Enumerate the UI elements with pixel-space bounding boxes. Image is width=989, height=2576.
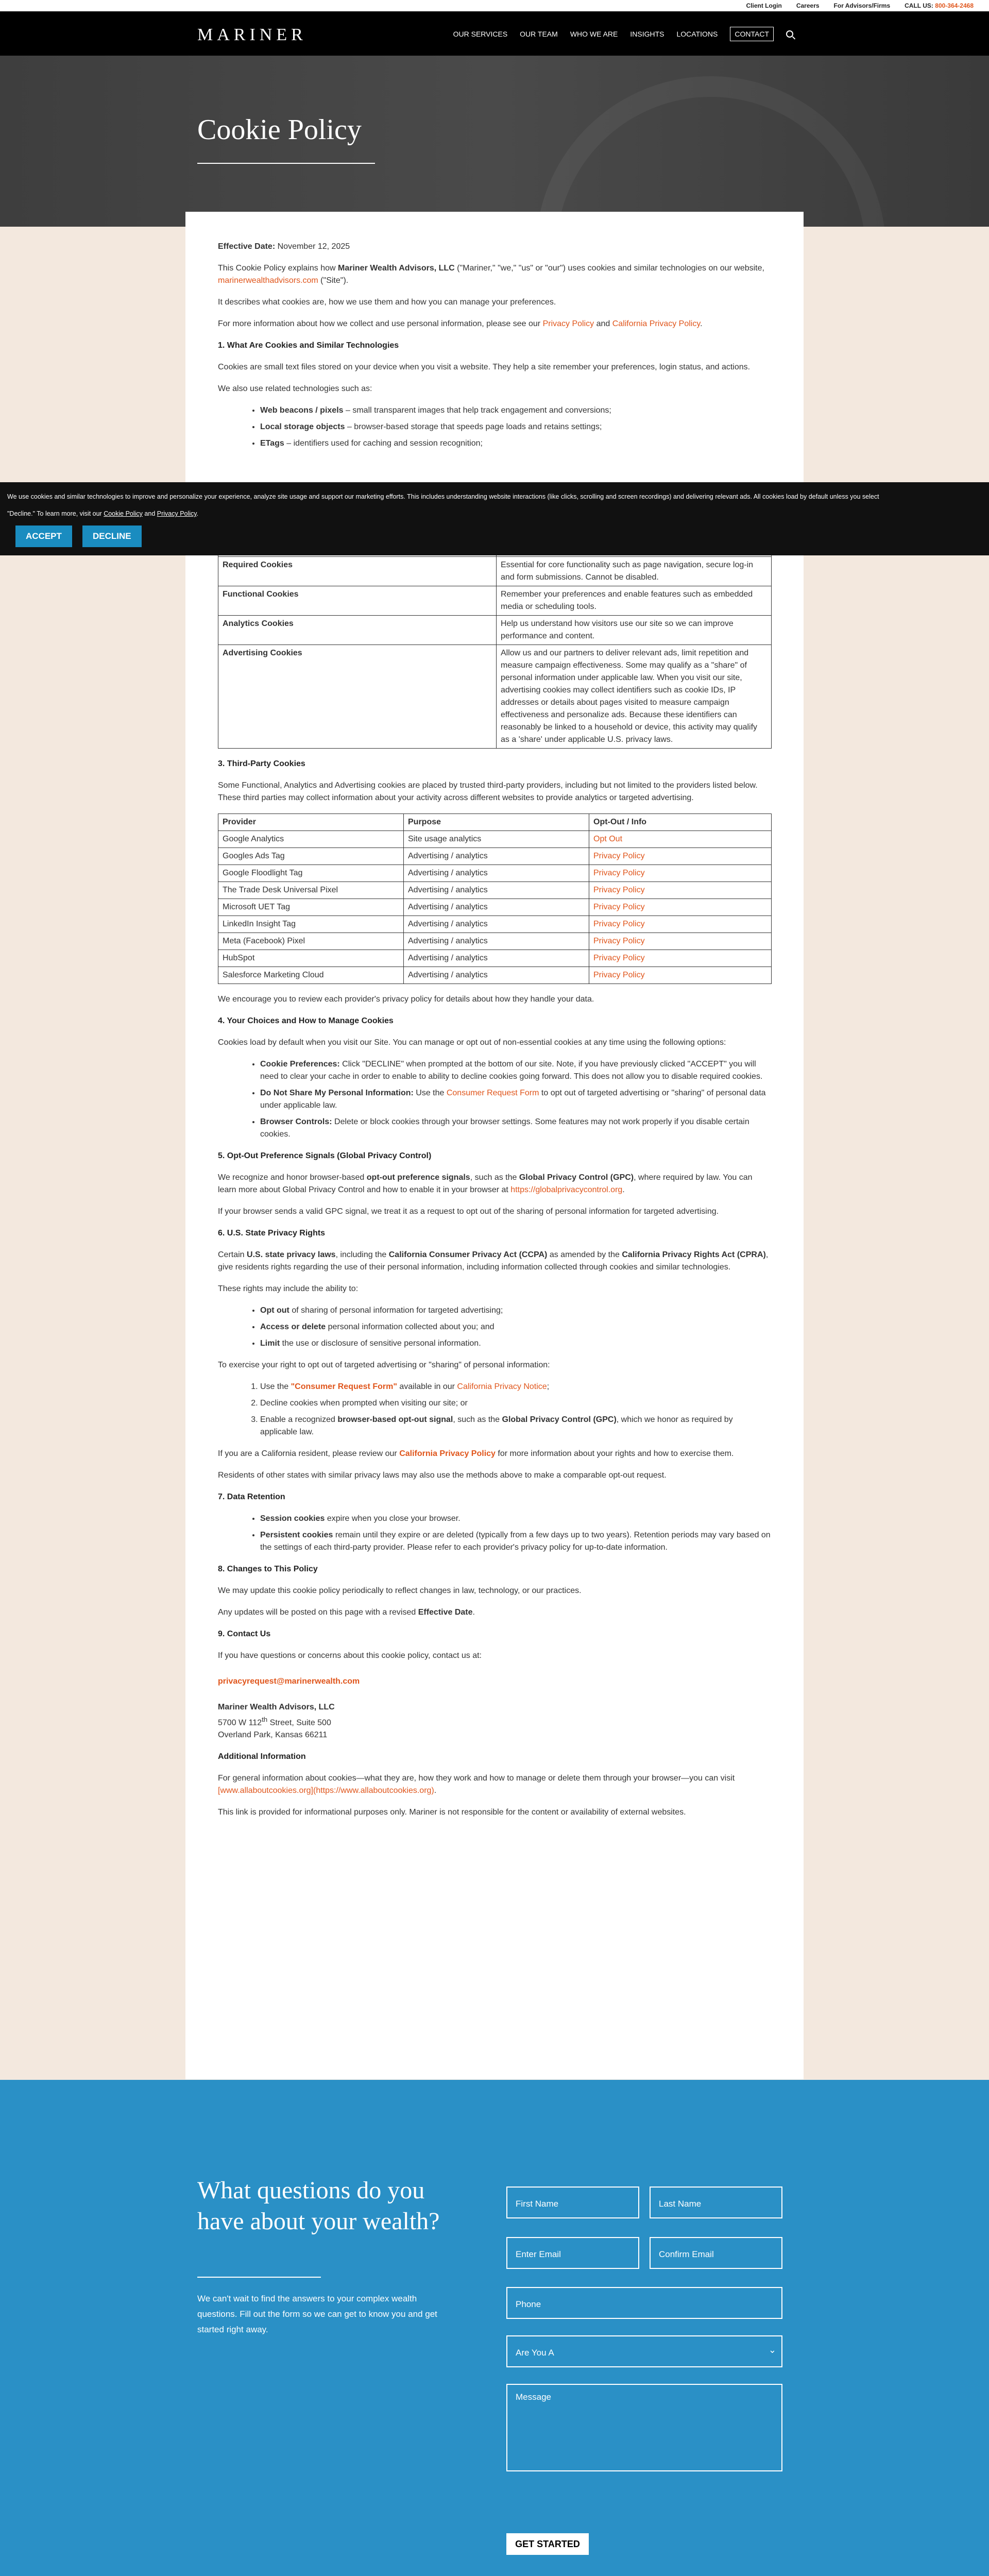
section-paragraph: We recognize and honor browser-based opt-out preference signals, such as the Global Privacy Control (GPC), where required by law. You can learn more about Global Privacy Control and how to enable it in your browser at https://globalprivacycontrol.org. xyxy=(218,1173,753,1194)
section-paragraph: Any updates will be posted on this page with a revised Effective Date. xyxy=(218,1608,475,1617)
table-row: HubSpot Advertising / analytics Privacy Policy xyxy=(218,950,772,967)
provider-privacy-link[interactable]: Privacy Policy xyxy=(593,869,645,877)
section-paragraph: We encourage you to review each provider's privacy policy for details about how they handle your data. xyxy=(218,995,594,1004)
consumer-request-link[interactable]: Consumer Request Form xyxy=(446,1089,539,1097)
retention-list xyxy=(260,1513,772,1554)
section-paragraph: This link is provided for informational purposes only. Mariner is not responsible for the content or availability of external websites. xyxy=(218,1808,686,1817)
list-item: • Access or delete personal information collected about you; and xyxy=(260,1321,772,1333)
privacy-email-link[interactable]: privacyrequest@marinerwealth.com xyxy=(218,1677,360,1686)
section-paragraph: If you are a California resident, please review our California Privacy Policy for more information about your rights and how to exercise them. xyxy=(218,1449,734,1458)
california-notice-link[interactable]: California Privacy Notice xyxy=(457,1382,547,1391)
section-paragraph: For general information about cookies—what they are, how they work and how to manage or delete them through your browser—you can visit [www.allaboutcookies.org](https://www.allaboutcookies.org). xyxy=(218,1774,735,1795)
table-row: The Trade Desk Universal Pixel Advertising / analytics Privacy Policy xyxy=(218,882,772,899)
table-header: Purpose xyxy=(404,814,589,831)
opt-out-link[interactable]: Opt Out xyxy=(593,835,623,843)
section-heading: 8. Changes to This Policy xyxy=(218,1565,318,1573)
nav-insights[interactable]: INSIGHTS xyxy=(630,30,664,38)
provider-privacy-link[interactable]: Privacy Policy xyxy=(593,937,645,945)
provider-privacy-link[interactable]: Privacy Policy xyxy=(593,852,645,860)
table-row: Google Analytics Site usage analytics Opt Out xyxy=(218,831,772,848)
utility-bar xyxy=(0,0,989,11)
intro-paragraph: This Cookie Policy explains how Mariner Wealth Advisors, LLC ("Mariner," "we," "us" or "our") uses cookies and similar technologies on our website, marinerwealthadvisors.com ("Site"). xyxy=(218,264,764,285)
section-heading: Additional Information xyxy=(218,1752,306,1761)
contact-section xyxy=(0,2080,989,2576)
provider-privacy-link[interactable]: Privacy Policy xyxy=(593,971,645,979)
rights-list xyxy=(260,1304,772,1350)
nav-our-team[interactable]: OUR TEAM xyxy=(520,30,558,38)
provider-privacy-link[interactable]: Privacy Policy xyxy=(593,886,645,894)
table-row: Functional Cookies Remember your preferences and enable features such as embedded media or scheduling tools. xyxy=(218,586,772,616)
provider-privacy-link[interactable]: Privacy Policy xyxy=(593,920,645,928)
list-item: • Web beacons / pixels – small transparent images that help track engagement and conversions; xyxy=(260,404,772,417)
section-paragraph: Certain U.S. state privacy laws, including the California Consumer Privacy Act (CCPA) as amended by the California Privacy Rights Act (CPRA), give residents rights regarding the use of their personal information, including information collected through cookies and similar technologies. xyxy=(218,1250,769,1272)
cta-underline xyxy=(197,2277,321,2278)
consumer-request-link[interactable]: "Consumer Request Form" xyxy=(291,1382,397,1391)
decline-button[interactable]: DECLINE xyxy=(82,526,142,547)
banner-text: We use cookies and similar technologies to improve and personalize your experience, analyze site usage and support our marketing efforts. This includes understanding website interactions (like clicks, scrolling and screen recordings) and delivering relevant ads. All cookies load by default unless you select xyxy=(7,493,879,500)
section-heading: 4. Your Choices and How to Manage Cookies xyxy=(218,1016,394,1025)
cta-heading: What questions do you have about your wealth? xyxy=(197,2177,440,2235)
cookie-policy-link[interactable]: Cookie Policy xyxy=(104,510,143,517)
table-row: Googles Ads Tag Advertising / analytics Privacy Policy xyxy=(218,848,772,865)
provider-privacy-link[interactable]: Privacy Policy xyxy=(593,903,645,911)
cookie-category-table xyxy=(218,539,772,749)
table-row: Meta (Facebook) Pixel Advertising / analytics Privacy Policy xyxy=(218,933,772,950)
are-you-select[interactable]: Are You A ⌄ xyxy=(506,2335,782,2367)
section-heading: 6. U.S. State Privacy Rights xyxy=(218,1229,326,1238)
effective-date: Effective Date: November 12, 2025 xyxy=(218,242,350,251)
list-item: • Do Not Share My Personal Information: Use the Consumer Request Form to opt out of targeted advertising or "sharing" of personal data under applicable law. xyxy=(260,1087,772,1112)
section-paragraph: Cookies load by default when you visit our Site. You can manage or opt out of non-essential cookies at any time using the following options: xyxy=(218,1038,726,1047)
california-privacy-link[interactable]: California Privacy Policy xyxy=(399,1449,496,1458)
table-header: Provider xyxy=(218,814,404,831)
last-name-input[interactable]: Last Name xyxy=(650,2187,782,2218)
list-item: • Local storage objects – browser-based storage that speeds page loads and retains settings; xyxy=(260,421,772,433)
table-row: Google Floodlight Tag Advertising / analytics Privacy Policy xyxy=(218,865,772,882)
title-underline xyxy=(197,163,375,164)
phone-number[interactable]: CALL US: 800-364-2468 xyxy=(905,2,974,9)
table-row: Microsoft UET Tag Advertising / analytics Privacy Policy xyxy=(218,899,772,916)
email-input[interactable]: Enter Email xyxy=(506,2237,639,2269)
section-heading: 5. Opt-Out Preference Signals (Global Privacy Control) xyxy=(218,1151,432,1160)
section-paragraph: Some Functional, Analytics and Advertising cookies are placed by trusted third-party providers, including but not limited to the providers listed below. These third parties may collect information about your activity across different websites to provide analytics or targeted advertising. xyxy=(218,781,758,802)
list-item: • Limit the use or disclosure of sensitive personal information. xyxy=(260,1337,772,1350)
mailing-address: Mariner Wealth Advisors, LLC 5700 W 112th Street, Suite 500 Overland Park, Kansas 66211 xyxy=(218,1703,335,1740)
privacy-policy-link[interactable]: Privacy Policy xyxy=(542,319,594,328)
list-item: • Session cookies expire when you close your browser. xyxy=(260,1513,772,1525)
table-row: LinkedIn Insight Tag Advertising / analytics Privacy Policy xyxy=(218,916,772,933)
first-name-input[interactable]: First Name xyxy=(506,2187,639,2218)
gpc-link[interactable]: https://globalprivacycontrol.org xyxy=(510,1185,623,1194)
site-link[interactable]: marinerwealthadvisors.com xyxy=(218,276,318,285)
table-row: Required Cookies Essential for core functionality such as page navigation, secure log-in and form submissions. Cannot be disabled. xyxy=(218,557,772,586)
mariner-logo[interactable]: MARINER xyxy=(197,25,307,44)
cta-description: We can't wait to find the answers to your complex wealth questions. Fill out the form so we can get to know you and get started right away. xyxy=(197,2294,437,2334)
list-item: • Browser Controls: Delete or block cookies through your browser settings. Some features may not work properly if you disable certain cookies. xyxy=(260,1116,772,1141)
section-paragraph: If you have questions or concerns about this cookie policy, contact us at: xyxy=(218,1651,482,1660)
list-item: • ETags – identifiers used for caching and session recognition; xyxy=(260,437,772,450)
intro-paragraph-2: It describes what cookies are, how we use them and how you can manage your preferences. xyxy=(218,298,556,307)
section-paragraph: These rights may include the ability to: xyxy=(218,1284,359,1293)
confirm-email-input[interactable]: Confirm Email xyxy=(650,2237,782,2269)
table-header: Opt-Out / Info xyxy=(589,814,772,831)
section-heading: 1. What Are Cookies and Similar Technologies xyxy=(218,341,399,350)
section-heading: 7. Data Retention xyxy=(218,1493,285,1501)
list-item: • Cookie Preferences: Click "DECLINE" when prompted at the bottom of our site. Note, if you have previously clicked "ACCEPT" you will need to clear your cache in order to enable to ability to decline cookies going forward. This does not allow you to disable required cookies. xyxy=(260,1058,772,1083)
careers-link[interactable]: Careers xyxy=(796,2,820,9)
list-item: • Opt out of sharing of personal information for targeted advertising; xyxy=(260,1304,772,1317)
nav-who-we-are[interactable]: WHO WE ARE xyxy=(570,30,618,38)
table-row: Analytics Cookies Help us understand how visitors use our site so we can improve performance and content. xyxy=(218,616,772,645)
search-icon[interactable] xyxy=(786,30,793,38)
client-login-link[interactable]: Client Login xyxy=(746,2,782,9)
contact-email xyxy=(218,1675,772,1688)
advisors-link[interactable]: For Advisors/Firms xyxy=(833,2,891,9)
section-heading: 9. Contact Us xyxy=(218,1630,271,1638)
section-paragraph: If your browser sends a valid GPC signal, we treat it as a request to opt out of the sharing of personal information for targeted advertising. xyxy=(218,1207,719,1216)
section-heading: 3. Third-Party Cookies xyxy=(218,759,305,768)
nav-locations[interactable]: LOCATIONS xyxy=(676,30,718,38)
provider-privacy-link[interactable]: Privacy Policy xyxy=(593,954,645,962)
section-paragraph: To exercise your right to opt out of targeted advertising or "sharing" of personal information: xyxy=(218,1361,550,1369)
privacy-policy-link[interactable]: Privacy Policy xyxy=(157,510,197,517)
cookie-consent-banner xyxy=(0,482,989,555)
hero-banner xyxy=(0,56,989,227)
phone-input[interactable]: Phone xyxy=(506,2287,782,2319)
california-privacy-link[interactable]: California Privacy Policy xyxy=(612,319,701,328)
technologies-list xyxy=(260,404,772,450)
page-title: Cookie Policy xyxy=(197,114,362,146)
table-row: Advertising Cookies Allow us and our partners to deliver relevant ads, limit repetition and measure campaign effectiveness. Some may qualify as a "share" of personal information under applicable law. When you visit our site, advertising cookies may collect identifiers such as cookie IDs, IP addresses or details about pages visited to measure campaign effectiveness and personalize ads. Because these identifiers can reasonably be linked to a household or device, this activity may qualify as a 'share' under applicable U.S. privacy laws. xyxy=(218,645,772,749)
section-paragraph: We may update this cookie policy periodically to reflect changes in law, technology, or our practices. xyxy=(218,1586,582,1595)
list-item: 2. Decline cookies when prompted when visiting our site; or xyxy=(260,1397,772,1410)
table-row: Salesforce Marketing Cloud Advertising / analytics Privacy Policy xyxy=(218,967,772,984)
list-item: 3. Enable a recognized browser-based opt-out signal, such as the Global Privacy Control (GPC), which we honor as required by applicable law. xyxy=(260,1414,772,1438)
list-item: • Persistent cookies remain until they expire or are deleted (typically from a few days up to two years). Retention periods may vary based on the settings of each third-party provider. Please refer to each provider's privacy policy for up-to-date information. xyxy=(260,1529,772,1554)
allaboutcookies-link[interactable]: [www.allaboutcookies.org](https://www.allaboutcookies.org) xyxy=(218,1786,434,1795)
nav-our-services[interactable]: OUR SERVICES xyxy=(453,30,508,38)
third-party-table xyxy=(218,814,772,984)
list-item: 1. Use the "Consumer Request Form" available in our California Privacy Notice; xyxy=(260,1381,772,1393)
policy-content xyxy=(218,241,772,1828)
banner-text-2: "Decline." To learn more, visit our Cookie Policy and Privacy Policy. xyxy=(7,510,199,517)
intro-paragraph-3: For more information about how we collect and use personal information, please see our Privacy Policy and California Privacy Policy. xyxy=(218,319,703,328)
accept-button[interactable]: ACCEPT xyxy=(15,526,72,547)
choices-list xyxy=(260,1058,772,1141)
get-started-button[interactable]: GET STARTED xyxy=(506,2533,589,2555)
section-paragraph: We also use related technologies such as: xyxy=(218,384,372,393)
section-paragraph: Cookies are small text files stored on your device when you visit a website. They help a site remember your preferences, login status, and actions. xyxy=(218,363,751,371)
main-navigation xyxy=(0,11,989,56)
section-paragraph: Residents of other states with similar privacy laws may also use the methods above to make a comparable opt-out request. xyxy=(218,1471,667,1480)
message-textarea[interactable]: Message xyxy=(506,2384,782,2471)
opt-out-steps xyxy=(260,1381,772,1438)
nav-contact-button[interactable]: CONTACT xyxy=(730,27,774,41)
